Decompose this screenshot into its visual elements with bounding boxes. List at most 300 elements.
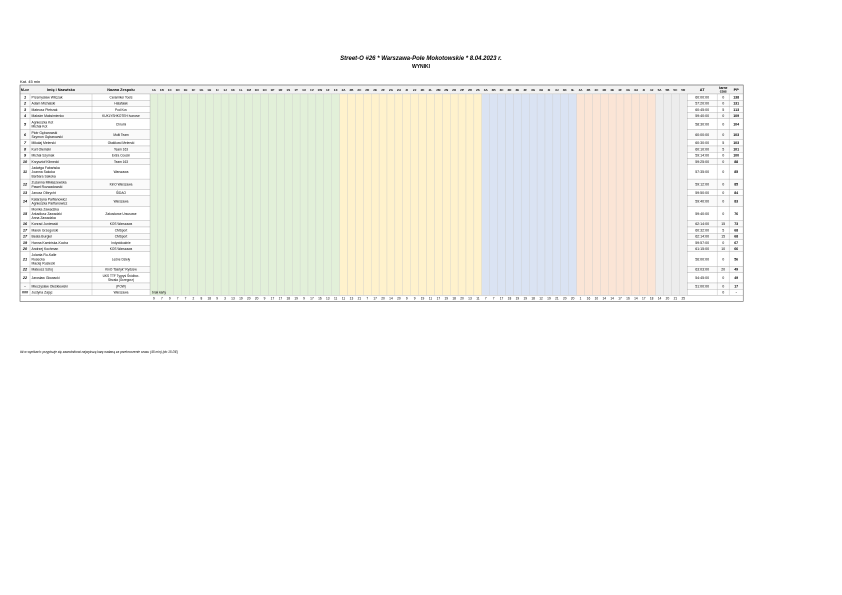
- row-name: Hanna Kamińska-Kocha: [31, 240, 69, 245]
- cp-count: 17: [436, 296, 441, 301]
- row-place: 13: [22, 191, 28, 195]
- cp-header-1K: 1K: [230, 88, 235, 92]
- cp-count: 14: [389, 296, 393, 301]
- row-team: Pod Kov: [114, 107, 128, 112]
- row-penalty: 0: [722, 257, 725, 262]
- cp-count: 9: [413, 296, 416, 301]
- row-place: 1: [23, 95, 27, 100]
- header-team: Nazwa Zespołu: [107, 88, 135, 92]
- cp-count: 18: [531, 296, 535, 301]
- row-at: 59:40:00: [695, 211, 710, 216]
- cp-header-3F: 3F: [523, 88, 528, 92]
- cp-count: 16: [626, 296, 630, 301]
- cp-column: [521, 94, 529, 295]
- cp-count: 3: [224, 296, 226, 301]
- row-name: Anna Zawadzka: [31, 216, 56, 221]
- row-name: Konrad Juniewski: [31, 222, 59, 227]
- cp-count: 13: [231, 296, 235, 301]
- cp-column: [300, 94, 308, 295]
- cp-header-3L: 3L: [570, 88, 575, 92]
- cp-count: 14: [634, 296, 638, 301]
- cp-count: 9: [216, 296, 219, 301]
- cp-header-2C: 2C: [357, 88, 362, 92]
- cp-column: [419, 94, 427, 295]
- cp-header-2P: 2P: [460, 88, 464, 92]
- cp-header-1J: 1J: [223, 88, 227, 92]
- row-place: 6: [23, 132, 27, 137]
- row-points: 113: [733, 107, 740, 112]
- cp-count: 17: [499, 296, 504, 301]
- cp-header-1S: 1S: [286, 88, 291, 92]
- row-penalty: 0: [722, 290, 725, 295]
- cp-count: 7: [160, 296, 163, 301]
- page-title: Street-O #26 * Warszawa-Pole Mokotowskie * 8.04.2023 r.: [340, 56, 502, 62]
- row-points: 49: [734, 276, 739, 281]
- row-at: 60:00:00: [695, 132, 710, 137]
- cp-count: 9: [303, 296, 305, 301]
- row-name: Barbara Sakoka: [31, 174, 56, 179]
- row-penalty: 5: [722, 147, 725, 152]
- cp-header-2K: 2K: [420, 88, 425, 92]
- cp-count: 18: [507, 296, 512, 301]
- row-team: Hatafalak: [114, 101, 128, 106]
- row-team: KinO Warszawa: [109, 182, 133, 187]
- row-team: KOS Warszawa: [109, 247, 133, 251]
- cp-column: [616, 94, 624, 295]
- header-penalty-2: czas: [719, 89, 727, 94]
- cp-header-4E: 4E: [610, 88, 615, 92]
- row-points: 131: [733, 101, 740, 106]
- row-at: 63:03:00: [695, 267, 710, 272]
- row-penalty: 0: [722, 191, 725, 195]
- row-team: Strzała (Grzegorz): [107, 278, 135, 283]
- row-name: Jadwiga Fabańska: [31, 165, 60, 170]
- cp-column: [411, 94, 419, 295]
- cp-column: [600, 94, 608, 295]
- row-points: 83: [734, 199, 739, 204]
- cp-header-4A: 4A: [578, 88, 583, 92]
- row-place: 4: [23, 114, 27, 118]
- cp-column: [276, 94, 284, 295]
- cp-column: [537, 94, 545, 295]
- cp-header-2R: 2R: [467, 88, 472, 92]
- row-points: -: [735, 290, 737, 295]
- cp-header-1L: 1L: [239, 88, 243, 92]
- cp-column: [632, 94, 640, 295]
- cp-header-1X: 1X: [333, 88, 338, 92]
- row-points: 100: [733, 153, 740, 158]
- row-penalty: 0: [722, 122, 725, 127]
- row-team: Extra Cousin: [111, 153, 131, 158]
- cp-column: [166, 94, 174, 295]
- cp-count: 20: [665, 296, 670, 301]
- row-place: 5: [23, 122, 27, 127]
- row-place: 2: [23, 101, 27, 106]
- cp-column: [174, 94, 182, 295]
- row-penalty: 0: [722, 199, 725, 204]
- row-team: Warszawa: [113, 199, 129, 204]
- row-at: 59:25:00: [695, 159, 710, 164]
- cp-count: 18: [649, 296, 654, 301]
- cp-column: [482, 94, 490, 295]
- row-place: 17: [22, 234, 28, 239]
- cp-header-2F: 2F: [381, 88, 385, 92]
- row-name: Maciej Rusiecki: [31, 261, 56, 266]
- row-team: Warszawa: [113, 290, 129, 295]
- cp-column: [237, 94, 245, 295]
- header-penalty-1: karne: [718, 86, 728, 90]
- cp-header-2B: 2B: [349, 88, 354, 92]
- row-at: 59:40:00: [695, 199, 710, 204]
- cp-header-3A: 3A: [483, 88, 488, 92]
- row-name: Agnieszka Kot: [31, 120, 54, 125]
- cp-count: 19: [294, 296, 298, 301]
- row-at: 57:20:00: [695, 101, 710, 106]
- header-points: PP: [733, 88, 739, 92]
- row-name: Zuzanna Mikłaszewska: [31, 180, 67, 185]
- row-team: (POW): [116, 284, 126, 289]
- cp-count: 17: [618, 296, 622, 301]
- row-name: Arkadiusz Zawadzki: [31, 211, 62, 216]
- row-name: Mateusz Pietrzak: [31, 107, 58, 112]
- row-penalty: 0: [722, 211, 725, 216]
- cp-header-1Z: 1Z: [325, 88, 330, 92]
- cp-count: 7: [184, 296, 187, 301]
- cp-header-3K: 3K: [562, 88, 567, 92]
- category-label: Kat. 45 min: [20, 79, 41, 84]
- cp-count: 17: [641, 296, 646, 301]
- cp-count: 14: [610, 296, 614, 301]
- row-place: 3: [23, 107, 27, 112]
- row-at: 59:50:00: [695, 191, 710, 195]
- row-place: 15: [22, 211, 28, 216]
- row-name: Szymon Gębarowski: [31, 134, 63, 139]
- row-at: 62:14:00: [695, 222, 710, 227]
- cp-column: [656, 94, 664, 295]
- cp-header-1E: 1E: [183, 88, 188, 92]
- row-at: 54:45:00: [695, 276, 710, 281]
- cp-column: [355, 94, 363, 295]
- row-team: Indywidualnie: [111, 240, 131, 245]
- cp-column: [221, 94, 229, 295]
- cp-column: [434, 94, 442, 295]
- cp-column: [371, 94, 379, 295]
- cp-header-5D: 5D: [681, 88, 686, 92]
- no-card-label: brak karty: [152, 290, 166, 295]
- cp-count: 11: [333, 296, 338, 301]
- row-at: 60:00:00: [695, 95, 710, 100]
- cp-count: 13: [325, 296, 330, 301]
- cp-column: [190, 94, 198, 295]
- cp-header-2E: 2E: [373, 88, 378, 92]
- row-at: 58:30:00: [695, 122, 710, 127]
- row-points: 68: [734, 234, 739, 239]
- cp-count: 7: [484, 296, 487, 301]
- cp-header-5C: 5C: [673, 88, 678, 92]
- row-penalty: 0: [722, 182, 725, 187]
- cp-count: 7: [492, 296, 495, 301]
- cp-column: [348, 94, 356, 295]
- row-place: 10: [22, 159, 28, 164]
- cp-count: 14: [602, 296, 607, 301]
- cp-column: [664, 94, 672, 295]
- cp-count: 19: [444, 296, 449, 301]
- cp-column: [553, 94, 561, 295]
- cp-column: [205, 94, 213, 295]
- cp-count: 17: [373, 296, 377, 301]
- cp-column: [213, 94, 221, 295]
- cp-column: [529, 94, 537, 295]
- cp-header-4G: 4G: [625, 88, 631, 92]
- cp-header-4H: 4H: [633, 88, 638, 92]
- row-team: KUKLYSHKOTEH Ivanove: [102, 114, 140, 118]
- cp-column: [498, 94, 506, 295]
- row-penalty: 5: [722, 228, 725, 233]
- cp-header-3D: 3D: [507, 88, 512, 92]
- cp-header-1A: 1A: [151, 88, 156, 92]
- row-name: Krzysztof Klimecki: [31, 159, 60, 164]
- row-at: 51:00:00: [695, 284, 710, 289]
- cp-header-1D: 1D: [175, 88, 180, 92]
- cp-column: [608, 94, 616, 295]
- header-at: AT: [699, 88, 705, 92]
- row-place: 19: [22, 240, 28, 245]
- cp-header-1W: 1W: [317, 88, 323, 92]
- row-name: Michał Szymak: [31, 153, 55, 158]
- row-name: Rusecka: [31, 257, 45, 262]
- row-points: 76: [734, 211, 739, 216]
- row-at: 60:10:00: [695, 147, 710, 152]
- row-name: Mikołaj Melerski: [31, 141, 56, 146]
- row-name: Kurt Oleinski: [31, 147, 51, 152]
- row-penalty: 0: [722, 159, 725, 164]
- cp-column: [450, 94, 458, 295]
- row-points: 103: [733, 141, 740, 146]
- cp-count: 16: [318, 296, 322, 301]
- cp-count: 19: [515, 296, 520, 301]
- row-name: Paweł Rozwadowski: [31, 184, 63, 189]
- cp-count: 20: [562, 296, 567, 301]
- cp-header-3J: 3J: [555, 88, 559, 92]
- cp-header-1G: 1G: [199, 88, 204, 92]
- row-points: 85: [734, 182, 739, 187]
- cp-column: [442, 94, 450, 295]
- cp-header-1O: 1O: [262, 88, 267, 92]
- cp-count: 20: [460, 296, 464, 301]
- row-team: Team 163: [114, 147, 128, 152]
- row-team: UKS TTF Tygryś Śródbor-: [102, 273, 140, 278]
- row-at: 59:40:00: [695, 114, 710, 118]
- cp-header-4C: 4C: [594, 88, 599, 92]
- header-names: Imię i Nazwisko: [46, 88, 76, 92]
- row-name: Mateusz Sztoj: [31, 267, 53, 272]
- row-at: 60:30:00: [695, 141, 710, 146]
- row-penalty: 0: [722, 240, 725, 245]
- row-place: 22: [22, 276, 28, 281]
- row-penalty: 0: [722, 284, 725, 289]
- cp-column: [561, 94, 569, 295]
- row-points: 17: [734, 284, 739, 289]
- row-penalty: 10: [721, 247, 726, 251]
- cp-count: 14: [657, 296, 662, 301]
- row-team: Ceramiker Tools: [109, 95, 133, 100]
- row-place: 22: [22, 267, 28, 272]
- cp-header-1F: 1F: [191, 88, 196, 92]
- cp-column: [427, 94, 435, 295]
- cp-count: 20: [381, 296, 385, 301]
- cp-column: [585, 94, 593, 295]
- row-points: 138: [733, 95, 740, 100]
- cp-header-3C: 3C: [499, 88, 504, 92]
- row-at: 59:14:00: [695, 153, 710, 158]
- row-place: 17: [22, 228, 28, 233]
- row-at: 62:14:00: [695, 234, 710, 239]
- row-name: Maksim Maksimienko: [31, 114, 64, 118]
- cp-count: 25: [681, 296, 686, 301]
- row-name: Monika Zawadzka: [31, 207, 59, 212]
- cp-count: 20: [570, 296, 575, 301]
- row-penalty: 0: [722, 153, 725, 158]
- cp-column: [229, 94, 237, 295]
- cp-column: [340, 94, 348, 295]
- row-at: 60:45:00: [695, 107, 710, 112]
- row-name: Jarosław Głowacki: [31, 276, 60, 281]
- cp-header-1B: 1B: [159, 88, 164, 92]
- cp-header-1T: 1T: [294, 88, 298, 92]
- cp-column: [569, 94, 577, 295]
- cp-header-4B: 4B: [586, 88, 591, 92]
- cp-count: 11: [341, 296, 346, 301]
- cp-header-5A: 5A: [657, 88, 662, 92]
- cp-header-3G: 3G: [531, 88, 536, 92]
- row-points: 73: [734, 222, 739, 227]
- cp-count: 11: [476, 296, 480, 301]
- page-subtitle: WYNIKI: [411, 64, 431, 70]
- row-team: Multi Team: [113, 132, 129, 137]
- cp-count: 21: [673, 296, 678, 301]
- row-at: 57:35:00: [695, 170, 710, 175]
- cp-header-3B: 3B: [491, 88, 496, 92]
- cp-header-4D: 4D: [602, 88, 607, 92]
- cp-header-2A: 2A: [341, 88, 346, 92]
- cp-count: 17: [270, 296, 275, 301]
- row-points: 88: [734, 159, 739, 164]
- cp-column: [545, 94, 553, 295]
- cp-column: [316, 94, 324, 295]
- cp-header-2J: 2J: [412, 88, 417, 92]
- row-place: 7: [23, 141, 27, 146]
- row-name: Piotr Gębarowski: [31, 130, 58, 135]
- cp-column: [513, 94, 521, 295]
- cp-header-1C: 1C: [167, 88, 172, 92]
- row-team: KinO "Bartyk" Rydzew: [105, 267, 137, 272]
- cp-count: 17: [310, 296, 314, 301]
- cp-count: 7: [366, 296, 369, 301]
- row-name: Mieczysław Oleśkiewski: [31, 284, 68, 289]
- cp-header-4J: 4J: [649, 88, 654, 92]
- cp-count: 17: [278, 296, 283, 301]
- cp-count: 12: [539, 296, 543, 301]
- cp-column: [158, 94, 166, 295]
- row-place: 14: [22, 199, 28, 204]
- row-points: 49: [734, 267, 739, 272]
- cp-count: 9: [168, 296, 171, 301]
- row-penalty: 5: [722, 107, 725, 112]
- row-team: Otakikowi Melerski: [107, 141, 135, 146]
- cp-count: 19: [239, 296, 243, 301]
- row-team: Zakoskowe Ursusowe: [105, 211, 137, 216]
- cp-column: [379, 94, 387, 295]
- cp-column: [253, 94, 261, 295]
- row-at: 56:00:00: [695, 257, 710, 262]
- row-name: Przemysław Witczak: [31, 95, 63, 100]
- row-team: Team 163: [114, 159, 128, 164]
- row-at: 60:32:00: [695, 228, 710, 233]
- cp-header-1I: 1I: [215, 88, 219, 92]
- cp-column: [261, 94, 269, 295]
- cp-column: [458, 94, 466, 295]
- cp-header-3E: 3E: [515, 88, 520, 92]
- row-place: 11: [23, 170, 27, 175]
- row-name: Agnieszka Parfianowicz: [31, 201, 68, 206]
- cp-column: [490, 94, 498, 295]
- cp-count: 8: [200, 296, 203, 301]
- row-penalty: 0: [722, 114, 725, 118]
- row-points: 67: [734, 240, 739, 245]
- row-penalty: 15: [721, 234, 726, 239]
- cp-column: [648, 94, 656, 295]
- row-team: ŚIDAO: [116, 191, 126, 195]
- row-penalty: 0: [722, 101, 725, 106]
- cp-header-2D: 2D: [365, 88, 370, 92]
- cp-column: [466, 94, 474, 295]
- row-team: KOS Warszawa: [109, 222, 133, 227]
- cp-count: 9: [263, 296, 266, 301]
- row-penalty: 5: [722, 141, 725, 146]
- cp-count: 16: [586, 296, 591, 301]
- row-name: Joanna Sakoka: [31, 170, 55, 175]
- cp-column: [292, 94, 300, 295]
- row-name: Janusz Olbrycht: [31, 191, 56, 195]
- cp-header-2I: 2I: [405, 88, 409, 92]
- header-place: M-ce: [20, 88, 30, 92]
- cp-column: [363, 94, 371, 295]
- row-penalty: 0: [722, 95, 725, 100]
- row-points: 56: [734, 257, 739, 262]
- row-place: 16: [22, 222, 28, 227]
- row-team: Chrumi: [115, 122, 127, 127]
- row-points: 104: [733, 122, 740, 127]
- row-place: ###: [21, 290, 29, 295]
- cp-header-1M: 1M: [246, 88, 251, 92]
- cp-count: 19: [420, 296, 425, 301]
- row-points: 84: [734, 191, 739, 195]
- row-at: 59:57:00: [695, 240, 710, 245]
- cp-count: 18: [452, 296, 456, 301]
- row-penalty: 0: [722, 276, 725, 281]
- cp-header-2L: 2L: [428, 88, 433, 92]
- cp-column: [324, 94, 332, 295]
- row-at: 59:12:00: [695, 182, 710, 187]
- cp-count: 10: [594, 296, 599, 301]
- cp-count: 20: [397, 296, 401, 301]
- row-penalty: 0: [722, 170, 725, 175]
- cp-column: [679, 94, 687, 295]
- row-at: 61:15:00: [695, 247, 710, 251]
- cp-header-2O: 2O: [452, 88, 457, 92]
- row-name: Beata Burgiel: [31, 234, 52, 239]
- row-team: Leśne Dzieły: [111, 257, 131, 262]
